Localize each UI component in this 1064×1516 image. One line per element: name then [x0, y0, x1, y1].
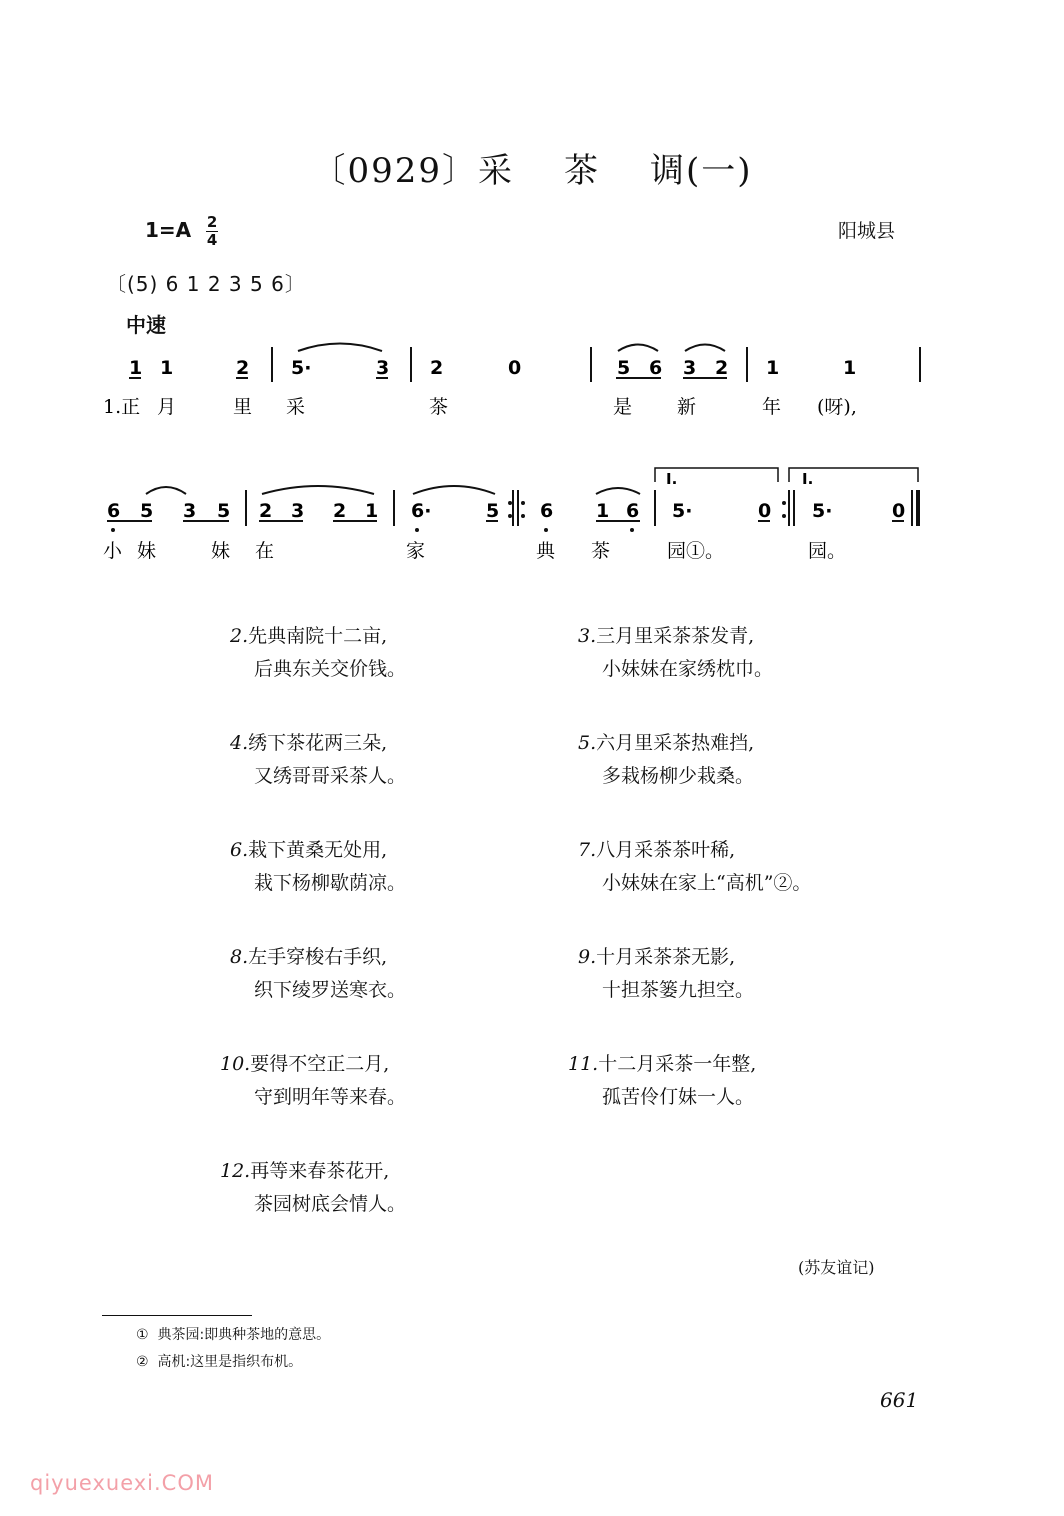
- title-char-1: 采: [478, 151, 514, 191]
- verse-2: 2.先典南院十二亩, 后典东关交价钱。: [230, 625, 407, 680]
- lyric: 园①。: [667, 540, 725, 562]
- footnote-2: ② 高机:这里是指织布机。: [136, 1354, 303, 1370]
- verse-9: 9.十月采茶茶无影, 十担茶篓九担空。: [578, 946, 755, 1001]
- note: 3: [683, 357, 697, 379]
- footnote-1: ① 典茶园:即典种茶地的意思。: [136, 1327, 331, 1343]
- verse-11: 11.十二月采茶一年整, 孤苦伶仃妹一人。: [568, 1053, 757, 1108]
- note: 6: [107, 500, 121, 522]
- title-char-2: 茶: [564, 151, 600, 191]
- lyric: 1.正: [103, 396, 141, 418]
- music-score: [0, 330, 1064, 590]
- intro-notation: 〔(5) 6 1 2 3 5 6〕: [106, 272, 306, 296]
- verse-10: 10.要得不空正二月, 守到明年等来春。: [220, 1053, 407, 1108]
- note: 2: [715, 357, 729, 379]
- lyric: 妹: [137, 540, 157, 562]
- note: 3: [376, 357, 390, 379]
- song-number: 〔0929〕: [311, 151, 478, 191]
- footnote-divider: [102, 1315, 252, 1316]
- note: 1: [596, 500, 610, 522]
- note: 1: [160, 357, 174, 379]
- note: 2: [333, 500, 347, 522]
- note: 5·: [812, 500, 833, 522]
- time-signature: $\frac{2}{4}$: [206, 213, 218, 249]
- note: 3: [291, 500, 305, 522]
- note: 5: [217, 500, 231, 522]
- note: 6: [626, 500, 640, 522]
- note: 0: [508, 357, 522, 379]
- note: 3: [183, 500, 197, 522]
- lyric: (呀),: [817, 396, 857, 418]
- verse-6: 6.栽下黄桑无处用, 栽下杨柳歇荫凉。: [230, 839, 407, 894]
- note: 2: [259, 500, 273, 522]
- note: 1: [129, 357, 143, 379]
- lyric: 采: [286, 396, 306, 418]
- lyric: 里: [233, 396, 253, 418]
- note: 5: [617, 357, 631, 379]
- volta-label: I.: [666, 470, 678, 488]
- verse-4: 4.绣下茶花两三朵, 又绣哥哥采茶人。: [230, 732, 407, 787]
- lyric: 年: [762, 396, 782, 418]
- note: 0: [758, 500, 772, 522]
- note: 2: [236, 357, 250, 379]
- key-signature: 1=A $\frac{2}{4}$: [145, 213, 218, 249]
- note: 2: [430, 357, 444, 379]
- lyric: 典: [536, 540, 556, 562]
- note: 1: [843, 357, 857, 379]
- lyric: 月: [157, 396, 177, 418]
- lyric: 园。: [808, 540, 847, 562]
- note: 6·: [411, 500, 432, 522]
- lyric: 茶: [591, 540, 611, 562]
- lyric: 家: [406, 540, 426, 562]
- note: 5: [140, 500, 154, 522]
- watermark: qiyuexuexi.COM: [30, 1471, 214, 1495]
- verse-12: 12.再等来春茶花开, 茶园树底会情人。: [220, 1160, 407, 1215]
- lyric: 是: [613, 396, 633, 418]
- lyric: 茶: [429, 396, 449, 418]
- note: 1: [365, 500, 379, 522]
- note: 5·: [291, 357, 312, 379]
- note: 0: [892, 500, 906, 522]
- verse-3: 3.三月里采茶茶发青, 小妹妹在家绣枕巾。: [578, 625, 774, 680]
- note: 6: [540, 500, 554, 522]
- verse-5: 5.六月里采茶热难挡, 多栽杨柳少栽桑。: [578, 732, 755, 787]
- title-char-3: 调(一): [650, 151, 753, 191]
- song-title: [0, 143, 1064, 192]
- page-number: 661: [880, 1388, 919, 1412]
- lyric: 新: [677, 396, 697, 418]
- verse-7: 7.八月采茶茶叶稀, 小妹妹在家上“高机”②。: [578, 839, 812, 894]
- tempo-marking: 中速: [126, 313, 166, 337]
- note: 1: [766, 357, 780, 379]
- lyric: 在: [255, 540, 275, 562]
- lyric: 妹: [211, 540, 231, 562]
- volta-label: I.: [802, 470, 814, 488]
- transcriber-credit: (苏友谊记): [798, 1258, 875, 1277]
- lyric: 小: [103, 540, 123, 562]
- region-label: 阳城县: [838, 220, 896, 242]
- note: 5: [486, 500, 500, 522]
- note: 5·: [672, 500, 693, 522]
- verse-8: 8.左手穿梭右手织, 织下绫罗送寒衣。: [230, 946, 407, 1001]
- note: 6: [649, 357, 663, 379]
